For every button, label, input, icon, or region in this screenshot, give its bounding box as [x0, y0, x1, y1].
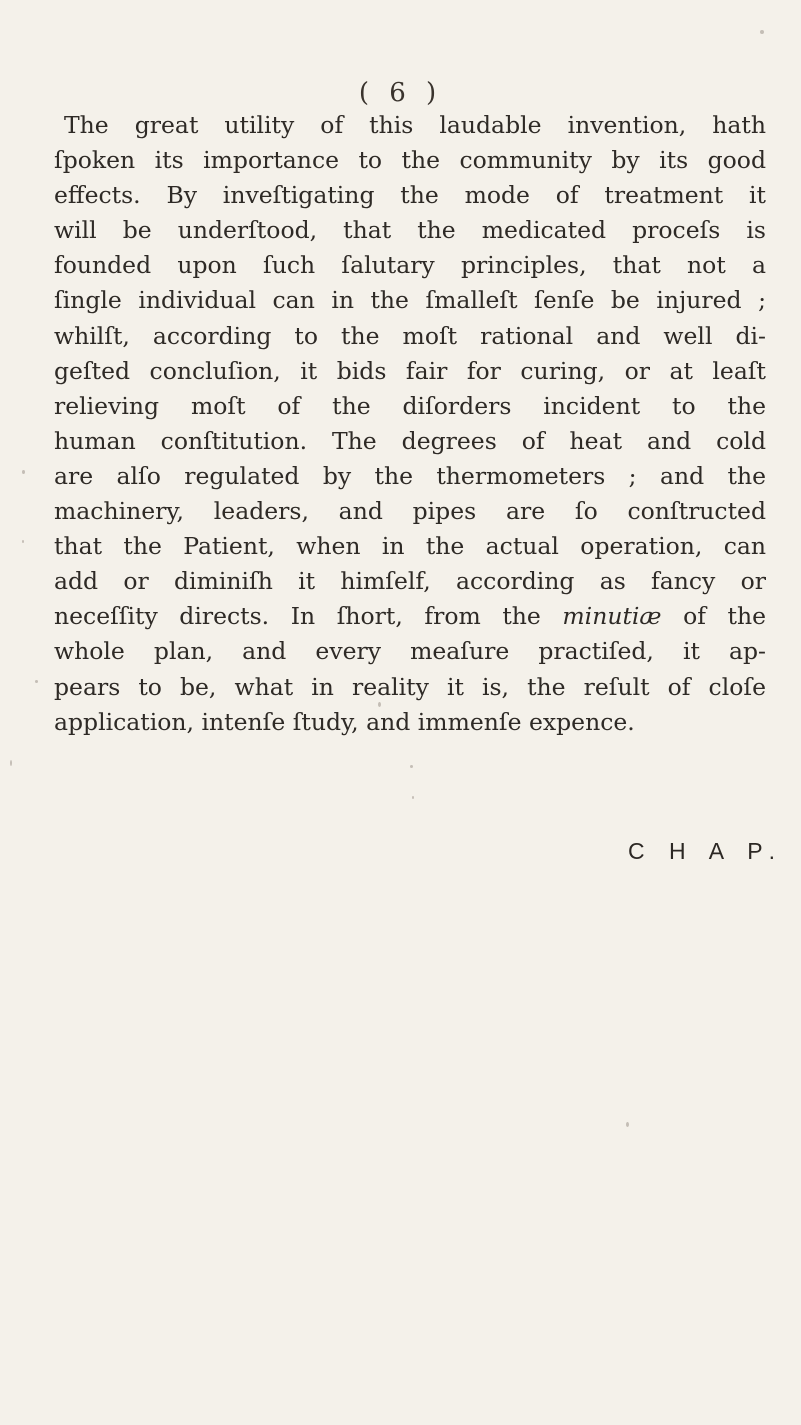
text-line: whole plan, and every meaſure practiſed, it ap-: [54, 637, 766, 666]
text-line: that the Patient, when in the actual operation, can: [54, 532, 766, 561]
text-line-with-italic: [54, 599, 766, 634]
text-line: pears to be, what in reality it is, the reſult of cloſe: [54, 672, 766, 701]
text-line: whilſt, according to the moſt rational and well di-: [54, 321, 766, 350]
text-line: human conſtitution. The degrees of heat and cold: [54, 426, 766, 455]
paper-speck: [10, 760, 12, 766]
paper-speck: [412, 796, 414, 799]
text-line: The great utility of this laudable invention, hath: [64, 111, 766, 139]
paper-speck: [626, 1122, 629, 1127]
paper-speck: [35, 680, 38, 683]
text-line: add or diminiſh it himſelf, according as fancy or: [54, 567, 766, 596]
text-line: application, intenſe ſtudy, and immenſe expence.: [54, 707, 635, 736]
catchword: C H A P.: [628, 838, 784, 864]
text-line: ſpoken its importance to the community by its good: [54, 146, 766, 175]
text-line: will be underſtood, that the medicated proceſs is: [54, 216, 766, 245]
body-paragraph: [54, 108, 766, 740]
text-line: founded upon ſuch ſalutary principles, that not a: [54, 251, 766, 280]
paper-speck: [410, 765, 413, 768]
italic-word: minutiæ: [562, 602, 662, 631]
paper-speck: [22, 540, 24, 543]
paper-speck: [378, 702, 381, 707]
text-segment: of the: [683, 602, 766, 631]
text-line: geſted concluſion, it bids fair for curing, or at leaſt: [54, 356, 766, 385]
text-line: are alſo regulated by the thermometers ; and the: [54, 461, 766, 490]
text-line: effects. By inveſtigating the mode of treatment it: [54, 181, 766, 210]
text-line: relieving moſt of the diſorders incident to the: [54, 391, 766, 420]
text-line: ſingle individual can in the ſmalleſt ſenſe be injured ;: [54, 286, 766, 315]
paper-speck: [22, 470, 25, 474]
text-line: machinery, leaders, and pipes are ſo conſtructed: [54, 497, 766, 526]
paper-speck: [760, 30, 764, 34]
page-number: ( 6 ): [358, 78, 443, 108]
text-segment: neceſſity directs. In ſhort, from the: [54, 602, 541, 631]
